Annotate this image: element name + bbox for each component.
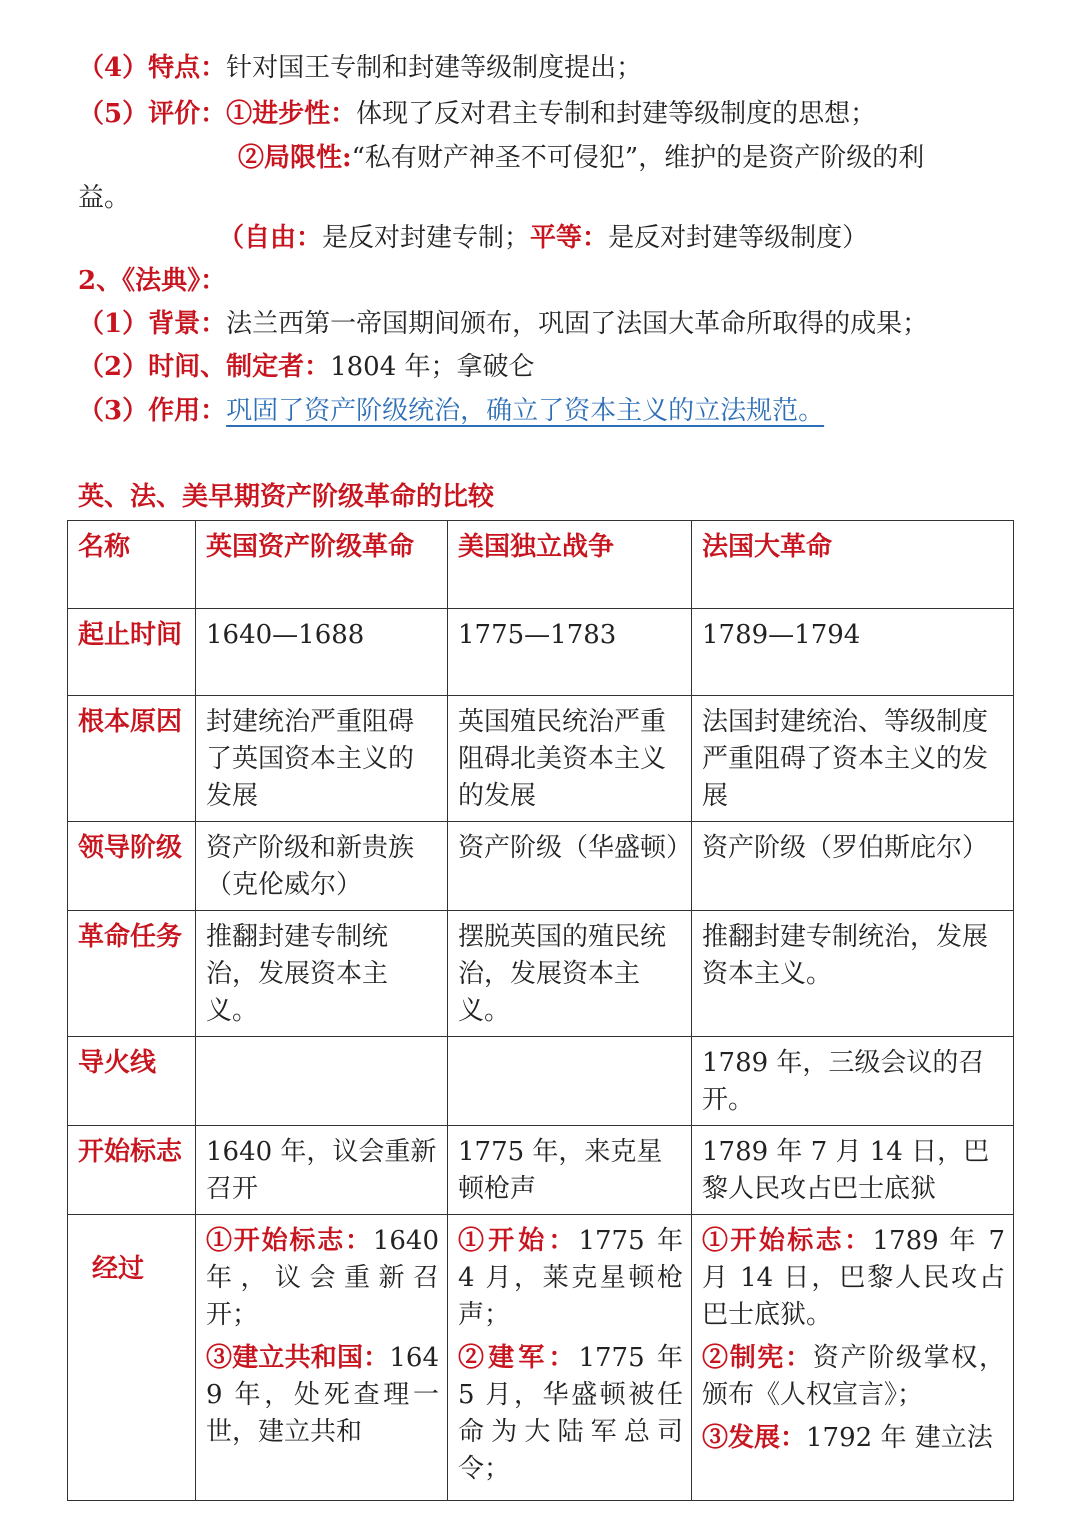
code-title: 2、《法典》： [78, 266, 227, 296]
note-open-paren: （ [218, 223, 245, 253]
table-cell: 法国封建统治、等级制度严重阻碍了资本主义的发展 [692, 696, 1014, 822]
process-label: 经过 [92, 1254, 145, 1284]
process-step [702, 1223, 1005, 1334]
equality-label: 平等： [530, 223, 609, 253]
header-england: 英国资产阶级革命 [196, 521, 448, 609]
process-cell-england [196, 1215, 448, 1501]
table-cell [448, 1037, 692, 1126]
step-label: ③发展： [702, 1423, 807, 1453]
table-cell: 封建统治严重阻碍了英国资本主义的发展 [196, 696, 448, 822]
table-cell: 资产阶级（罗伯斯庇尔） [692, 822, 1014, 911]
table-cell: 1640 年，议会重新召开 [196, 1126, 448, 1215]
step-text: 1775 年 5 月，华盛顿被任命为大陆军总司令； [458, 1343, 683, 1484]
row-label [68, 1215, 196, 1501]
table-cell: 推翻封建专制统治，发展资本主义。 [196, 911, 448, 1037]
limitation-text: “私有财产神圣不可侵犯”，维护的是资产阶级的利 [351, 143, 925, 173]
table-row [68, 822, 1014, 911]
step-label: ②制宪： [702, 1343, 813, 1373]
code-effect-line [78, 391, 824, 431]
freedom-text: 是反对封建专制； [322, 223, 531, 253]
progressive-text: 体现了反对君主专制和封建等级制度的思想； [356, 99, 877, 129]
process-step [206, 1340, 439, 1451]
feature-line [78, 48, 642, 88]
code-background-line [78, 304, 928, 344]
code-time-label: （2）时间、制定者： [78, 352, 331, 382]
row-label: 导火线 [68, 1037, 196, 1126]
limitation-label: ②局限性: [238, 143, 352, 173]
table-cell: 1789 年 7 月 14 日，巴黎人民攻占巴士底狱 [692, 1126, 1014, 1215]
comparison-title: 英、法、美早期资产阶级革命的比较 [78, 482, 495, 512]
table-row [68, 1126, 1014, 1215]
header-name: 名称 [68, 521, 196, 609]
evaluation-label: （5）评价： [78, 99, 227, 129]
limitation-line-cont [78, 178, 130, 218]
row-label: 革命任务 [68, 911, 196, 1037]
table-row [68, 1037, 1014, 1126]
table-cell: 推翻封建专制统治，发展资本主义。 [692, 911, 1014, 1037]
process-step [458, 1340, 683, 1488]
step-text: 1789 年 7 月 14 日，巴黎人民攻占巴士底狱。 [702, 1226, 1005, 1330]
step-label: ①开始标志： [206, 1226, 373, 1256]
step-label: ③建立共和国： [206, 1343, 390, 1373]
row-label: 根本原因 [68, 696, 196, 822]
step-text: 1792 年 建立法 [806, 1423, 993, 1453]
feature-label: （4）特点： [78, 53, 227, 83]
freedom-label: 自由： [244, 223, 323, 253]
header-america: 美国独立战争 [448, 521, 692, 609]
step-text: 1649 年，处死查理一世，建立共和 [206, 1343, 439, 1447]
process-step [702, 1340, 1005, 1414]
table-row [68, 696, 1014, 822]
freedom-equality-note [218, 218, 868, 258]
table-cell: 摆脱英国的殖民统治，发展资本主义。 [448, 911, 692, 1037]
process-step [702, 1420, 1005, 1457]
table-cell: 资产阶级和新贵族（克伦威尔） [196, 822, 448, 911]
table-row-process [68, 1215, 1014, 1501]
table-cell: 1640—1688 [196, 609, 448, 696]
table-cell: 1775 年，来克星顿枪声 [448, 1126, 692, 1215]
step-label: ①开始： [458, 1226, 579, 1256]
table-cell: 1789—1794 [692, 609, 1014, 696]
row-label: 开始标志 [68, 1126, 196, 1215]
table-row [68, 911, 1014, 1037]
header-france: 法国大革命 [692, 521, 1014, 609]
code-time-text: 1804 年；拿破仑 [330, 352, 535, 382]
equality-text: 是反对封建等级制度） [608, 223, 869, 253]
evaluation-line [78, 94, 876, 134]
code-time-line [78, 347, 535, 387]
code-effect-label: （3）作用： [78, 396, 227, 426]
comparison-table [67, 520, 1014, 1501]
table-cell: 1789 年，三级会议的召开。 [692, 1037, 1014, 1126]
table-cell [196, 1037, 448, 1126]
progressive-label: ①进步性： [226, 99, 357, 129]
limitation-text-cont: 益。 [78, 183, 131, 213]
table-cell: 资产阶级（华盛顿） [448, 822, 692, 911]
step-label: ②建军： [458, 1343, 579, 1373]
process-step [206, 1223, 439, 1334]
table-row [68, 609, 1014, 696]
table-cell: 1775—1783 [448, 609, 692, 696]
table-cell: 英国殖民统治严重阻碍北美资本主义的发展 [448, 696, 692, 822]
code-background-text: 法兰西第一帝国期间颁布，巩固了法国大革命所取得的成果； [226, 309, 929, 339]
step-label: ①开始标志： [702, 1226, 873, 1256]
step-text: 1775 年 4 月，莱克星顿枪声； [458, 1226, 683, 1330]
code-background-label: （1）背景： [78, 309, 227, 339]
step-text: 1640 年，议会重新召开； [206, 1226, 439, 1330]
table-header-row [68, 521, 1014, 609]
process-step [458, 1223, 683, 1334]
code-effect-link[interactable]: 巩固了资产阶级统治，确立了资本主义的立法规范。 [226, 396, 825, 426]
limitation-line [238, 138, 924, 178]
row-label: 起止时间 [68, 609, 196, 696]
feature-text: 针对国王专制和封建等级制度提出； [226, 53, 643, 83]
row-label: 领导阶级 [68, 822, 196, 911]
step-text: 资产阶级掌权，颁布《人权宣言》； [702, 1343, 1005, 1410]
process-cell-america [448, 1215, 692, 1501]
process-cell-france [692, 1215, 1014, 1501]
